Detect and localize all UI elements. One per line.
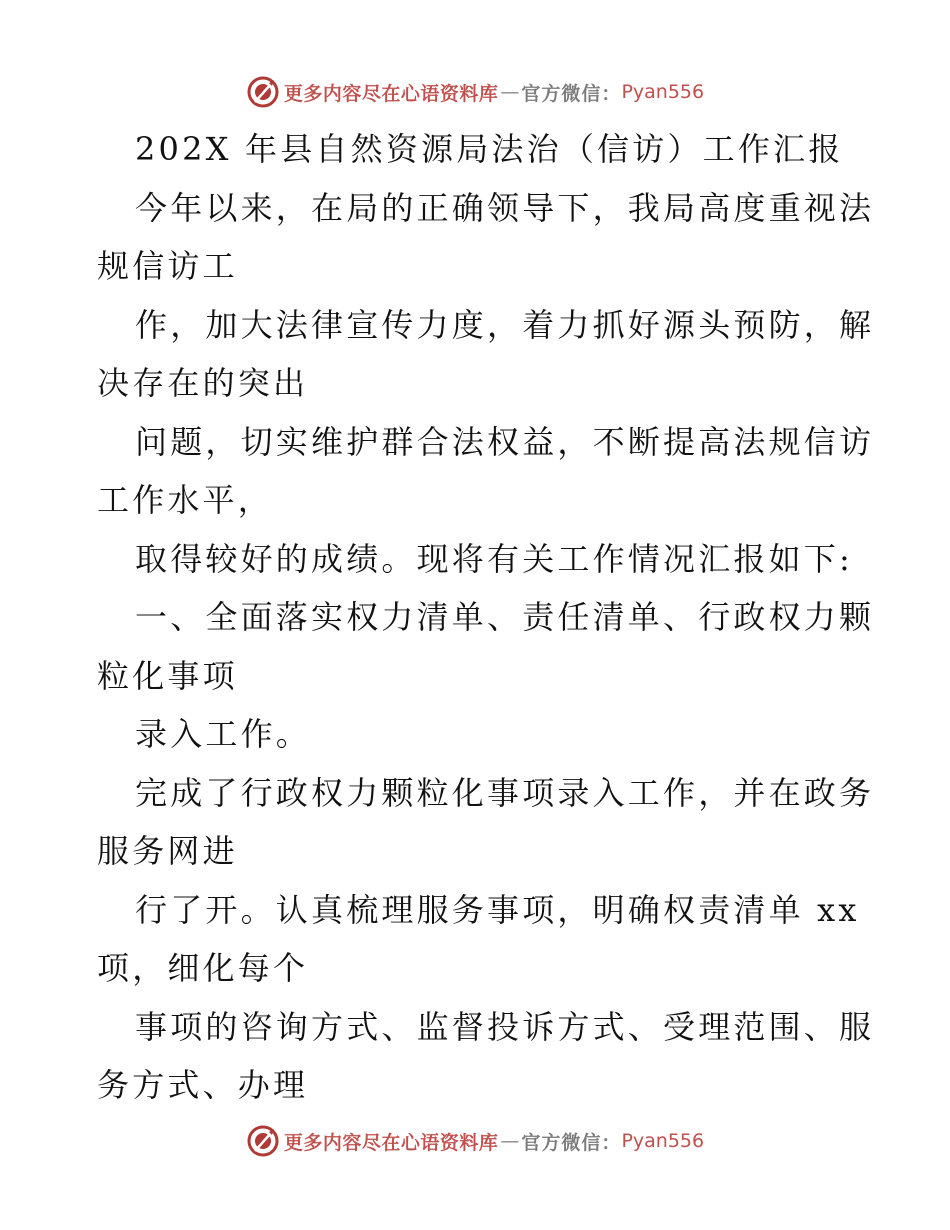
paragraph-line: 作，加大法律宣传力度，着力抓好源头预防，解 — [135, 305, 875, 344]
paragraph-line: 工作水平， — [97, 481, 274, 519]
paragraph-line: 取得较好的成绩。现将有关工作情况汇报如下: — [135, 539, 853, 578]
section-heading: 录入工作。 — [135, 715, 312, 753]
banner-slogan: 更多内容尽在心语资料库 — [283, 82, 499, 105]
banner-dash: — — [500, 81, 520, 103]
banner-slogan: 更多内容尽在心语资料库 — [283, 1131, 499, 1154]
paragraph-line: 问题，切实维护群合法权益，不断提高法规信访 — [135, 422, 875, 461]
section-heading: 一、全面落实权力清单、责任清单、行政权力颗 — [135, 598, 875, 636]
quill-logo-icon — [246, 75, 280, 109]
banner-wechat-label: 官方微信： — [521, 82, 622, 105]
footer-banner — [0, 1121, 950, 1161]
paragraph-line: 项，细化每个 — [97, 949, 309, 987]
banner-wechat-id: Pyan556 — [621, 81, 705, 103]
paragraph-line: 事项的咨询方式、监督投诉方式、受理范围、服 — [135, 1007, 875, 1046]
banner-dash: — — [500, 1130, 520, 1152]
paragraph-line: 务方式、办理 — [97, 1066, 309, 1104]
paragraph-line: 完成了行政权力颗粒化事项录入工作，并在政务 — [135, 773, 875, 812]
quill-logo-icon — [246, 1124, 280, 1158]
banner-wechat-label: 官方微信： — [521, 1131, 622, 1154]
section-heading: 粒化事项 — [97, 656, 238, 695]
paragraph-line: 决存在的突出 — [97, 364, 309, 402]
header-banner — [0, 72, 950, 112]
paragraph-line: 规信访工 — [97, 247, 238, 285]
paragraph-line: 服务网进 — [97, 832, 238, 870]
paragraph-line: 行了开。认真梳理服务事项，明确权责清单 xx — [135, 890, 860, 929]
document-body — [97, 120, 875, 1115]
paragraph-line: 今年以来，在局的正确领导下，我局高度重视法 — [135, 188, 875, 227]
document-title: 202X 年县自然资源局法治（信访）工作汇报 — [135, 130, 844, 168]
banner-wechat-id: Pyan556 — [621, 1130, 705, 1152]
